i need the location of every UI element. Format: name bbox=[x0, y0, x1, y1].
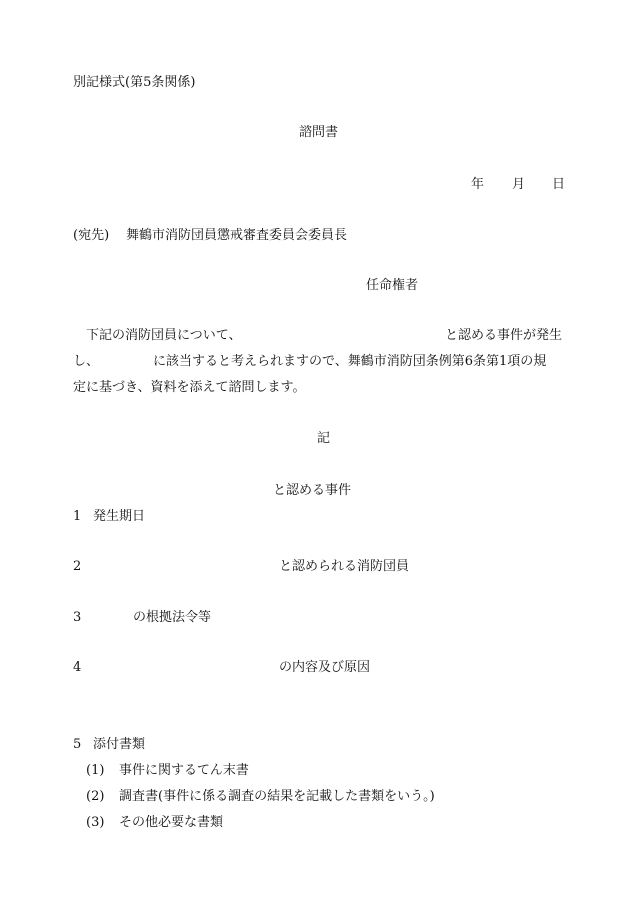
item-4-number: 4 bbox=[73, 660, 82, 675]
sender-label: 任命権者 bbox=[366, 278, 419, 293]
case-heading: と認める事件 bbox=[273, 483, 352, 498]
body-line3: 定に基づき、資料を添えて諮問します。 bbox=[73, 380, 306, 395]
attachment-2-number: (2) bbox=[86, 789, 105, 804]
form-label: 別記様式(第5条関係) bbox=[73, 75, 196, 90]
item-2-number: 2 bbox=[73, 559, 82, 574]
item-1-text: 発生期日 bbox=[93, 509, 146, 524]
date-month: 月 bbox=[512, 177, 526, 192]
body-line1-start: 下記の消防団員について、 bbox=[86, 328, 242, 343]
item-4-text: の内容及び原因 bbox=[279, 660, 371, 675]
item-3-number: 3 bbox=[73, 610, 82, 625]
body-line2-start: し、 bbox=[73, 354, 100, 369]
attachment-3-text: その他必要な書類 bbox=[119, 815, 224, 830]
date-day: 日 bbox=[552, 177, 566, 192]
attachment-1-text: 事件に関するてん末書 bbox=[119, 763, 249, 778]
page-title: 諮問書 bbox=[299, 125, 339, 140]
body-line2-end: に該当すると考えられますので、舞鶴市消防団条例第6条第1項の規 bbox=[153, 354, 547, 369]
item-3-text: の根拠法令等 bbox=[133, 610, 212, 625]
item-5-text: 添付書類 bbox=[93, 737, 146, 752]
attachment-1-number: (1) bbox=[86, 763, 105, 778]
attachment-3-number: (3) bbox=[86, 815, 105, 830]
addressee-name: 舞鶴市消防団員懲戒審査委員会委員長 bbox=[126, 228, 348, 243]
ki-heading: 記 bbox=[317, 431, 331, 446]
body-line1-end: と認める事件が発生 bbox=[445, 328, 563, 343]
attachment-2-text: 調査書(事件に係る調査の結果を記載した書類をいう。) bbox=[119, 789, 435, 804]
date-year: 年 bbox=[471, 177, 485, 192]
item-5-number: 5 bbox=[73, 737, 82, 752]
addressee-prefix: (宛先) bbox=[73, 228, 110, 243]
item-1-number: 1 bbox=[73, 509, 82, 524]
item-2-text: と認められる消防団員 bbox=[279, 559, 410, 574]
